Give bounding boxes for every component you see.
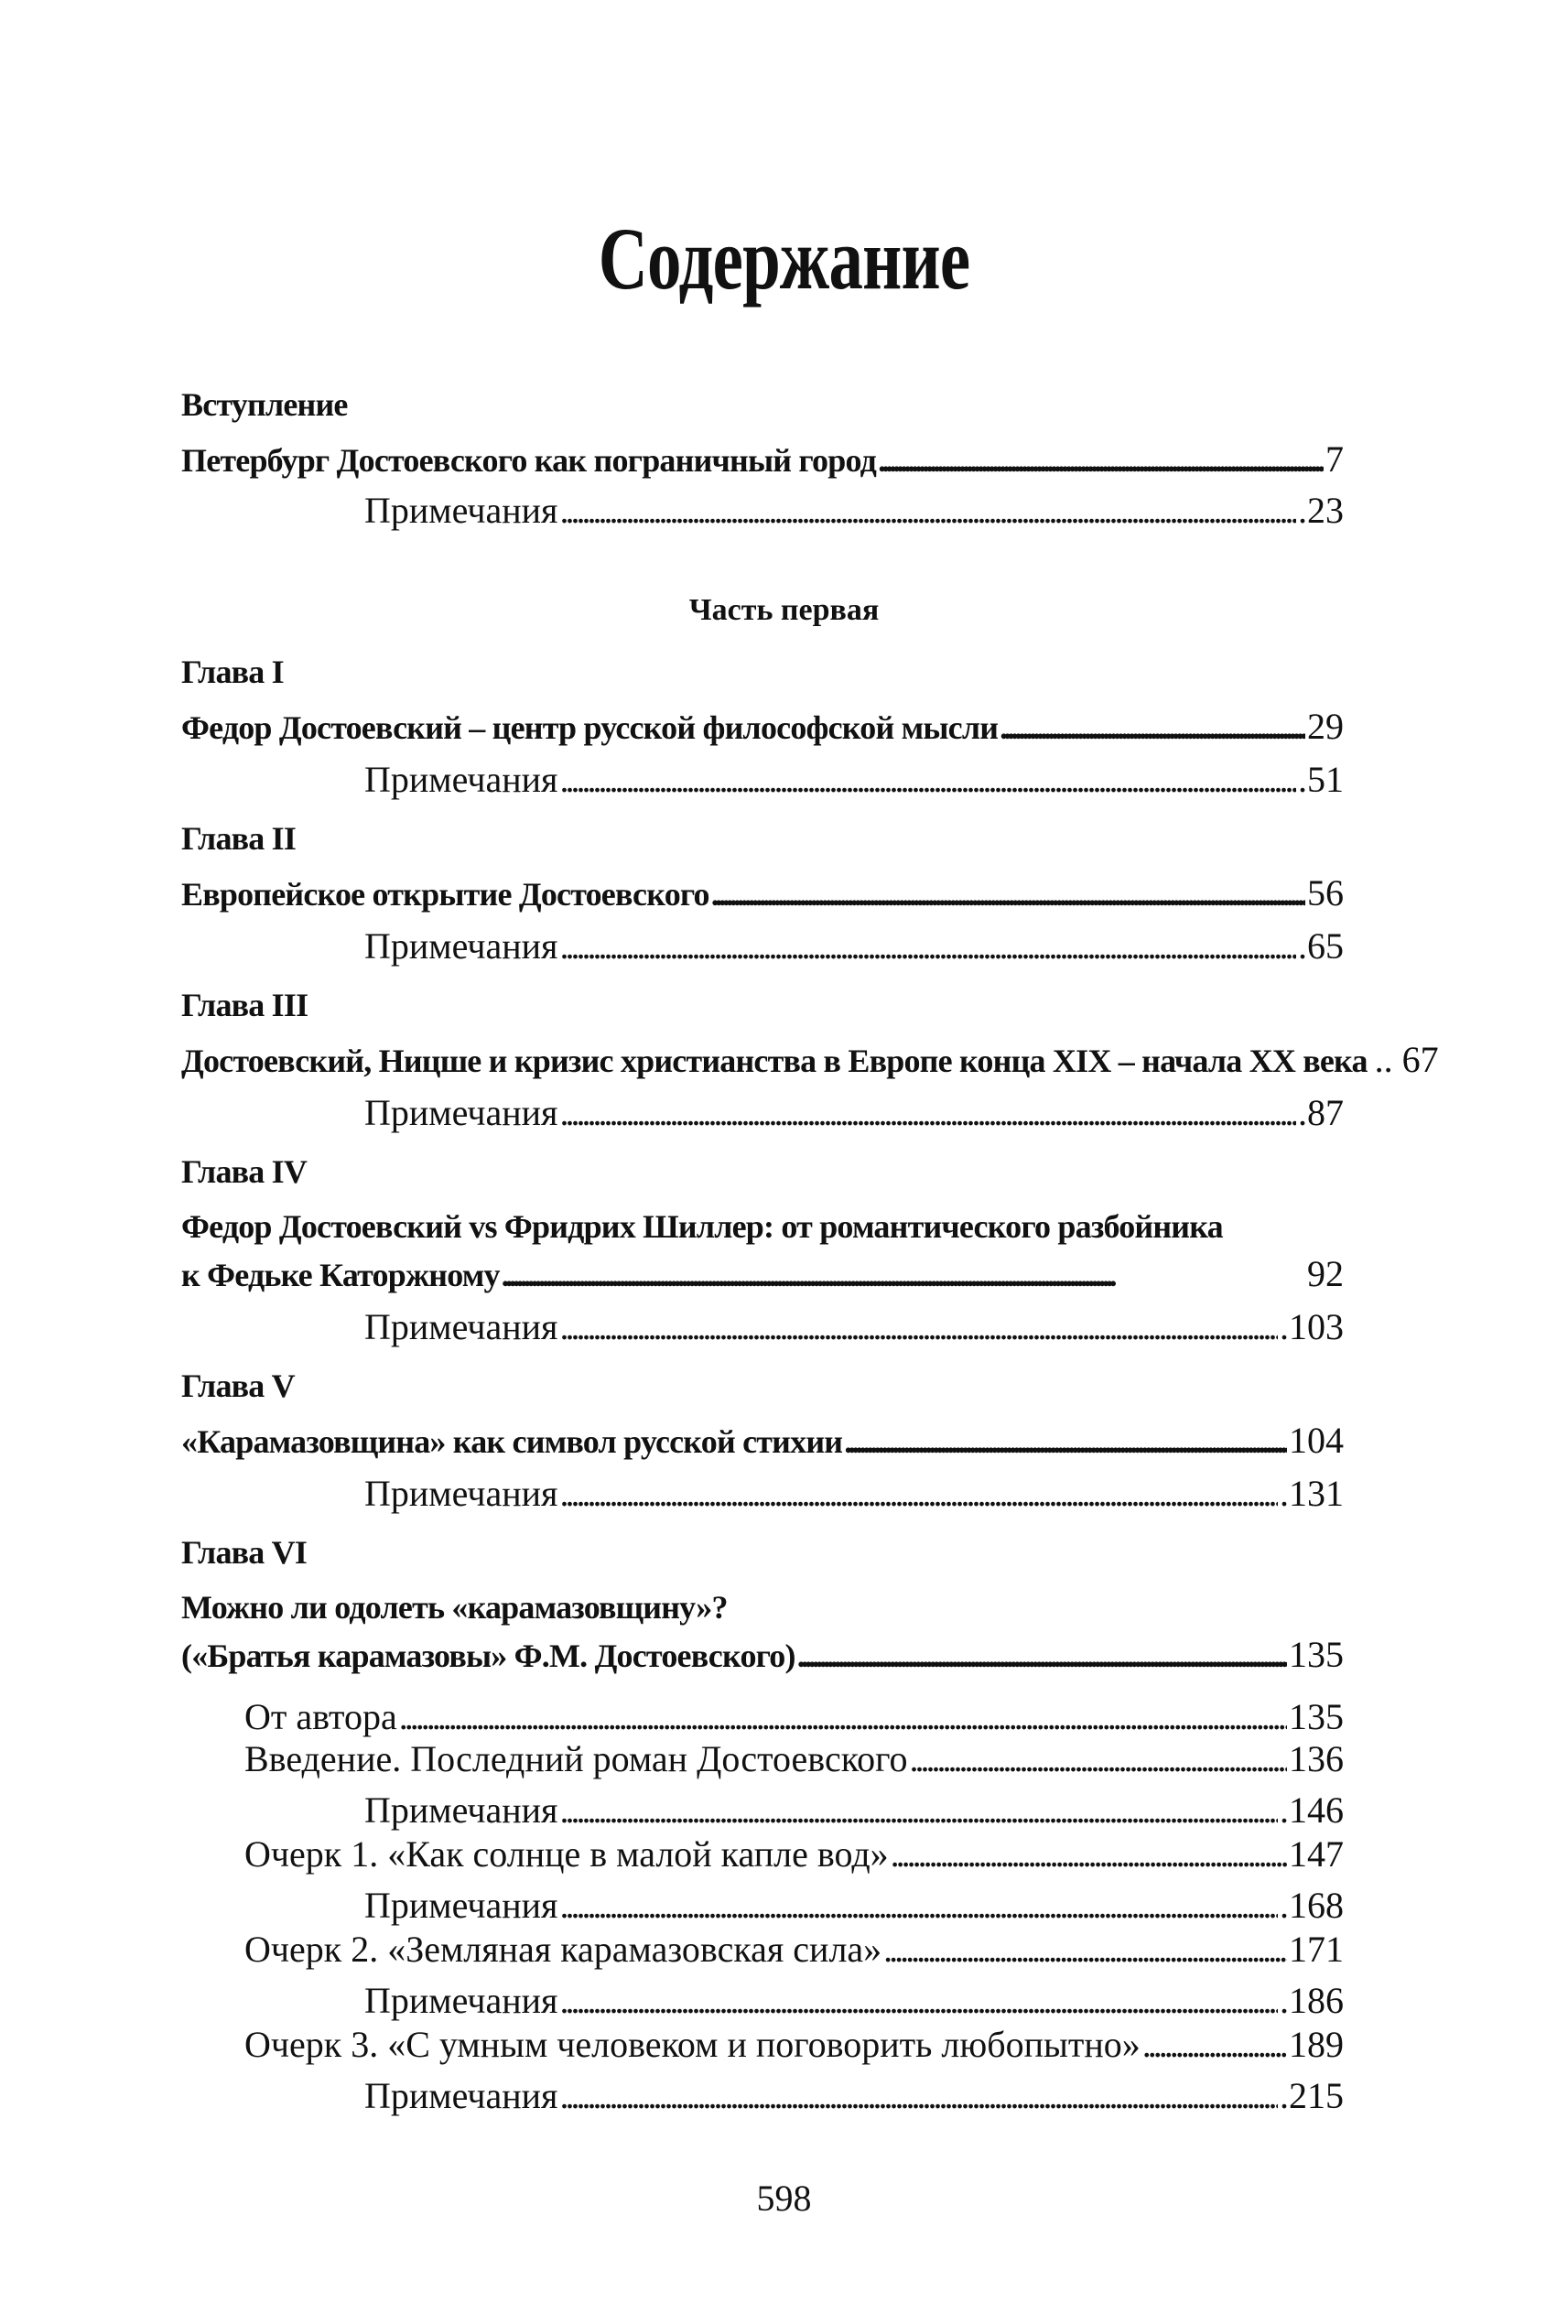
toc-entry [181, 1633, 1344, 1677]
entry-title: Петербург Достоевского как пограничный город [181, 442, 877, 479]
notes-page: .186 [1280, 1980, 1344, 2021]
subentry-page: 171 [1289, 1929, 1344, 1970]
entry-page: 92 [1307, 1253, 1344, 1294]
dot-leader [399, 1695, 1287, 1739]
toc-notes-entry [364, 1979, 1344, 2023]
toc-subentry [244, 2023, 1344, 2067]
notes-title: Примечания [364, 1980, 558, 2021]
part-title: Часть первая [688, 593, 880, 627]
subentry-page: 136 [1289, 1738, 1344, 1779]
entry-page: 56 [1307, 872, 1344, 913]
toc-notes-entry [364, 758, 1344, 802]
notes-title: Примечания [364, 2075, 558, 2116]
subentry-page: 135 [1289, 1696, 1344, 1737]
toc-entry [181, 438, 1344, 481]
chapter-heading: Глава VI [181, 1534, 308, 1571]
dot-leader [878, 438, 1324, 482]
toc-subentry [244, 1737, 1344, 1781]
toc-notes-entry [364, 924, 1344, 968]
notes-page: .168 [1280, 1885, 1344, 1926]
notes-page: .23 [1298, 490, 1344, 531]
dot-leader [559, 1472, 1278, 1516]
entry-page: 7 [1325, 438, 1344, 480]
toc-entry [181, 1038, 1439, 1082]
subentry-page: 189 [1289, 2024, 1344, 2065]
dot-leader [559, 1884, 1278, 1928]
toc-subentry [244, 1928, 1344, 1972]
toc-entry [181, 1419, 1344, 1463]
notes-title: Примечания [364, 1789, 558, 1831]
dot-leader [559, 1979, 1278, 2023]
entry-title: («Братья карамазовы» Ф.М. Достоевского) [181, 1638, 795, 1674]
dot-leader [844, 1420, 1287, 1464]
toc-entry [181, 871, 1344, 915]
toc-subentry [244, 1832, 1344, 1876]
dot-leader [1142, 2023, 1287, 2067]
notes-page: .131 [1280, 1473, 1344, 1514]
dot-leader [559, 1091, 1296, 1135]
subentry-title: Очерк 3. «С умным человеком и поговорить любопытно» [244, 2024, 1141, 2065]
entry-page: .. 67 [1374, 1039, 1439, 1080]
subentry-title: Очерк 1. «Как солнце в малой капле вод» [244, 1833, 889, 1875]
toc-notes-entry [364, 489, 1344, 533]
entry-page: 29 [1307, 706, 1344, 747]
toc-notes-entry [364, 1789, 1344, 1832]
dot-leader [883, 1928, 1287, 1972]
toc-notes-entry [364, 1305, 1344, 1349]
toc-entry [181, 1252, 1344, 1296]
chapter-heading: Глава I [181, 654, 284, 690]
notes-page: .103 [1280, 1306, 1344, 1347]
page-number: 598 [756, 2178, 812, 2219]
notes-title: Примечания [364, 925, 558, 967]
toc-notes-entry [364, 1884, 1344, 1928]
dot-leader [559, 489, 1296, 533]
dot-leader [711, 872, 1305, 916]
entry-title: Федор Достоевский – центр русской философской мысли [181, 709, 999, 746]
dot-leader [559, 924, 1296, 968]
subentry-title: Введение. Последний роман Достоевского [244, 1738, 908, 1779]
toc-notes-entry [364, 1472, 1344, 1516]
entry-page: 104 [1289, 1420, 1344, 1461]
toc-subentry [244, 1695, 1344, 1739]
notes-title: Примечания [364, 1306, 558, 1347]
intro-heading: Вступление [181, 386, 348, 423]
notes-title: Примечания [364, 1885, 558, 1926]
entry-page: 135 [1289, 1634, 1344, 1675]
entry-title: Достоевский, Ницше и кризис христианства в Европе конца XIX – начала XX века [181, 1043, 1368, 1079]
entry-title: «Карамазовщина» как символ русской стихии [181, 1423, 843, 1460]
dot-leader [559, 758, 1296, 802]
chapter-heading: Глава IV [181, 1153, 308, 1190]
notes-title: Примечания [364, 1473, 558, 1514]
subentry-title: От автора [244, 1696, 397, 1737]
chapter-heading: Глава III [181, 987, 308, 1023]
notes-page: .51 [1298, 759, 1344, 800]
entry-title: Европейское открытие Достоевского [181, 876, 709, 913]
notes-page: .87 [1298, 1092, 1344, 1133]
entry-title-line1: Федор Достоевский vs Фридрих Шиллер: от романтического разбойника [181, 1208, 1223, 1245]
notes-title: Примечания [364, 490, 558, 531]
entry-title-line1: Можно ли одолеть «карамазовщину»? [181, 1589, 728, 1626]
dot-leader [559, 2074, 1278, 2118]
notes-page: .65 [1298, 925, 1344, 967]
subentry-page: 147 [1289, 1833, 1344, 1875]
subentry-title: Очерк 2. «Земляная карамазовская сила» [244, 1929, 882, 1970]
dot-leader [891, 1832, 1287, 1876]
page-title: Содержание [598, 210, 970, 308]
notes-page: .215 [1280, 2075, 1344, 2116]
chapter-heading: Глава V [181, 1367, 295, 1404]
entry-title: к Федьке Каторжному [181, 1257, 500, 1293]
toc-entry [181, 705, 1344, 749]
dot-leader [559, 1789, 1278, 1832]
dot-leader [910, 1737, 1287, 1781]
dot-leader [502, 1253, 1305, 1297]
notes-title: Примечания [364, 1092, 558, 1133]
notes-page: .146 [1280, 1789, 1344, 1831]
notes-title: Примечания [364, 759, 558, 800]
toc-notes-entry [364, 2074, 1344, 2118]
chapter-heading: Глава II [181, 820, 297, 857]
dot-leader [1000, 706, 1305, 750]
dot-leader [559, 1305, 1278, 1349]
toc-notes-entry [364, 1091, 1344, 1135]
dot-leader [797, 1634, 1287, 1678]
